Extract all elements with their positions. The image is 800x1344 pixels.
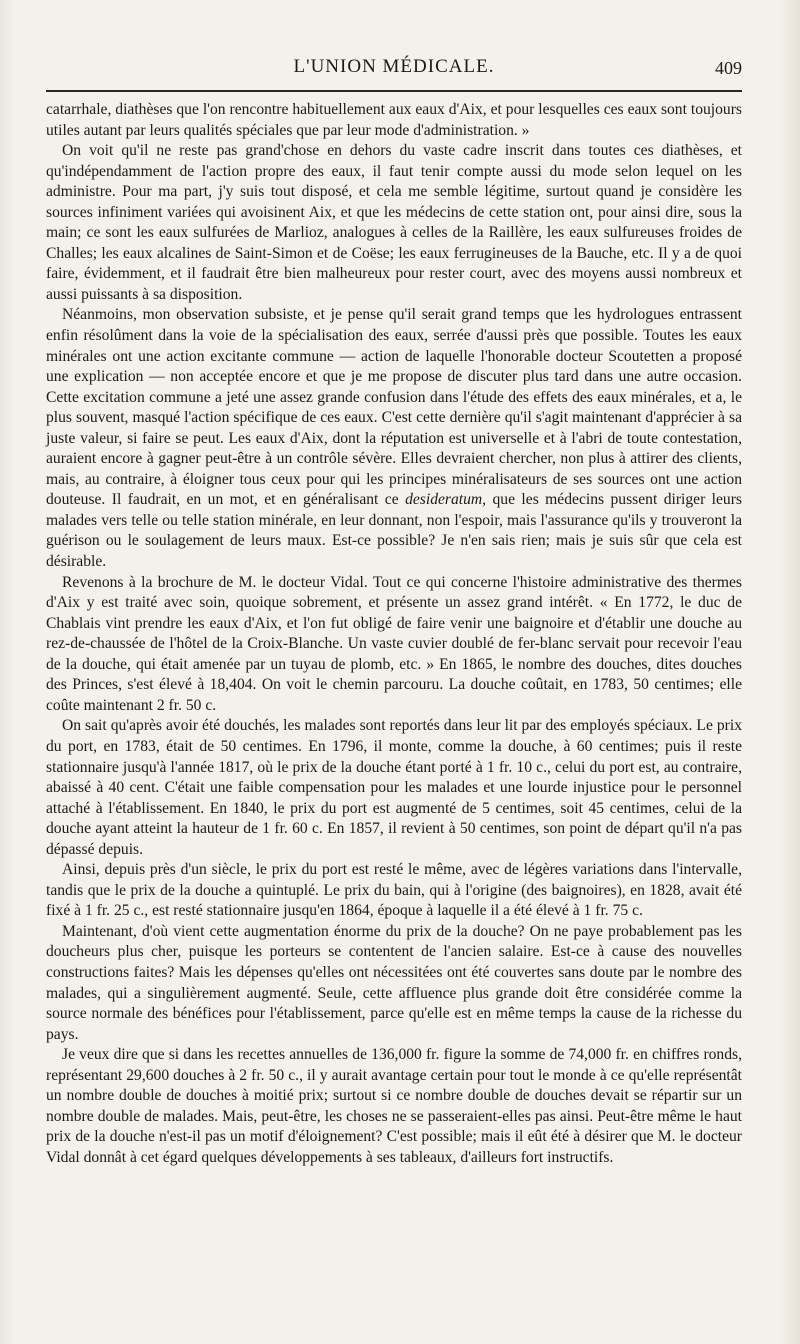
header-rule: [46, 90, 742, 92]
paragraph-2: On voit qu'il ne reste pas grand'chose en dehors du vaste cadre inscrit dans toutes ces diathèses, et qu'indépendamment de l'action propre des eaux, il faut tenir compte aussi du mode selon lequel on les administre. Pour ma part, j'y suis tout disposé, et cela me semble légitime, surtout quand je considère les sources infiniment variées qui avoisinent Aix, et que les médecins de cette station ont, pour ainsi dire, sous la main; ce sont les eaux sulfurées de Marlioz, analogues à celles de la Raillère, les eaux sulfureuses froides de Challes; les eaux alcalines de Saint-Simon et de Coëse; les eaux ferrugineuses de la Bauche, etc. Il y a de quoi faire, évidemment, et il faudrait être bien malheureux pour rester court, avec des moyens aussi nombreux et aussi puissants à sa disposition.: [46, 142, 742, 303]
page-header: [46, 56, 742, 86]
paragraph-7: Maintenant, d'où vient cette augmentation énorme du prix de la douche? On ne paye probablement pas les doucheurs plus cher, puisque les porteurs se contentent de l'ancien salaire. Est-ce à cause des nouvelles constructions faites? Mais les dépenses qu'elles ont nécessitées ont été couvertes sans doute par le nombre des malades, qui a singulièrement augmenté. Seule, cette affluence plus grande doit être considérée comme la source normale des bénéfices pour l'établissement, parce qu'elle est en même temps la cause de la richesse du pays.: [46, 922, 742, 1043]
latin-term: desideratum,: [405, 491, 487, 509]
paragraph-3-part-1: Néanmoins, mon observation subsiste, et je pense qu'il serait grand temps que les hydrologues entrassent enfin résolûment dans la voie de la spécialisation des eaux, serrée d'aussi près que possible. Toutes les eaux minérales ont une action excitante commune — action de laquelle l'honorable docteur Scoutetten a proposé une explication — non acceptée encore et que je me propose de discuter plus tard dans une autre occasion. Cette excitation commune a jeté une assez grande confusion dans l'étude des effets des eaux minérales, et a, le plus souvent, masqué l'action spécifique de ces eaux. C'est cette dernière qu'il s'agit maintenant d'apprécier à sa juste valeur, si faire se peut. Les eaux d'Aix, dont la réputation est universelle et à l'abri de toute contestation, auraient encore à gagner peut-être à un contrôle sévère. Elles devraient chercher, non plus à attirer des clients, mais, au contraire, à éloigner tous ceux pour qui les principes minéralisateurs de ses sources ont une action douteuse. Il faudrait, en un mot, et en généralisant ce: [46, 306, 742, 509]
paragraph-5: On sait qu'après avoir été douchés, les malades sont reportés dans leur lit par des employés spéciaux. Le prix du port, en 1783, était de 50 centimes. En 1796, il monte, comme la douche, à 60 centimes; puis il reste stationnaire jusqu'à l'année 1817, où le prix de la douche étant porté à 1 fr. 10 c., celui du port est, au contraire, abaissé à 40 cent. C'était une faible compensation pour les malades et une lourde injustice pour le personnel attaché à l'établissement. En 1840, le prix du port est augmenté de 5 centimes, soit 45 centimes, celui de la douche ayant atteint la hauteur de 1 fr. 60 c. En 1857, il revient à 50 centimes, son point de départ qu'il n'a pas dépassé depuis.: [46, 717, 742, 858]
paragraph-4: Revenons à la brochure de M. le docteur Vidal. Tout ce qui concerne l'histoire administrative des thermes d'Aix y est traité avec soin, quoique sobrement, et présente un assez grand intérêt. « En 1772, le duc de Chablais vint prendre les eaux d'Aix, et l'on fut obligé de faire venir une baignoire et d'établir une douche au rez-de-chaussée de l'hôtel de la Croix-Blanche. Un vaste cuvier doublé de fer-blanc servait pour recevoir l'eau de la douche, qui était amenée par un tuyau de plomb, etc. » En 1865, le nombre des douches, dites douches des Princes, s'est élevé à 18,404. On voit le chemin parcouru. La douche coûtait, en 1783, 50 centimes; elle coûte maintenant 2 fr. 50 c.: [46, 573, 742, 714]
paragraph-3-part-2: que les médecins pussent diriger leurs malades vers telle ou telle station minérale, en leur donnant, non l'espoir, mais l'assurance qu'ils y trouveront la guérison ou le soulagement de leurs maux. Est-ce possible? Je n'en sais rien; mais je suis sûr que cela est désirable.: [46, 491, 742, 571]
article-body: [46, 100, 742, 1168]
paragraph-3: [46, 305, 742, 572]
page-number: 409: [715, 58, 742, 78]
paragraph-8: Je veux dire que si dans les recettes annuelles de 136,000 fr. figure la somme de 74,000 fr. en chiffres ronds, représentant 29,600 douches à 2 fr. 50 c., il y aurait avantage certain pour tout le monde à ce qu'elle représentât un nombre double de douches à moitié prix; surtout si ce nombre double de douches devait se répartir sur un nombre double de malades. Mais, peut-être, les choses ne se passeraient-elles pas ainsi. Peut-être même le haut prix de la douche n'est-il pas un motif d'éloignement? C'est possible; mais il eût été à désirer que M. le docteur Vidal donnât à cet égard quelques développements à ses tableaux, d'ailleurs fort instructifs.: [46, 1046, 742, 1166]
paragraph-6: Ainsi, depuis près d'un siècle, le prix du port est resté le même, avec de légères variations dans l'intervalle, tandis que le prix de la douche a quintuplé. Le prix du bain, qui à l'origine (des baignoires), en 1828, avait été fixé à 1 fr. 25 c., est resté stationnaire jusqu'en 1864, époque à laquelle il a été élevé à 1 fr. 75 c.: [46, 861, 742, 920]
running-title: L'UNION MÉDICALE.: [293, 56, 495, 77]
paragraph-1: catarrhale, diathèses que l'on rencontre habituellement aux eaux d'Aix, et pour lesquelles ces eaux sont toujours utiles autant par leurs qualités spéciales que par leur mode d'administration. »: [46, 101, 742, 139]
